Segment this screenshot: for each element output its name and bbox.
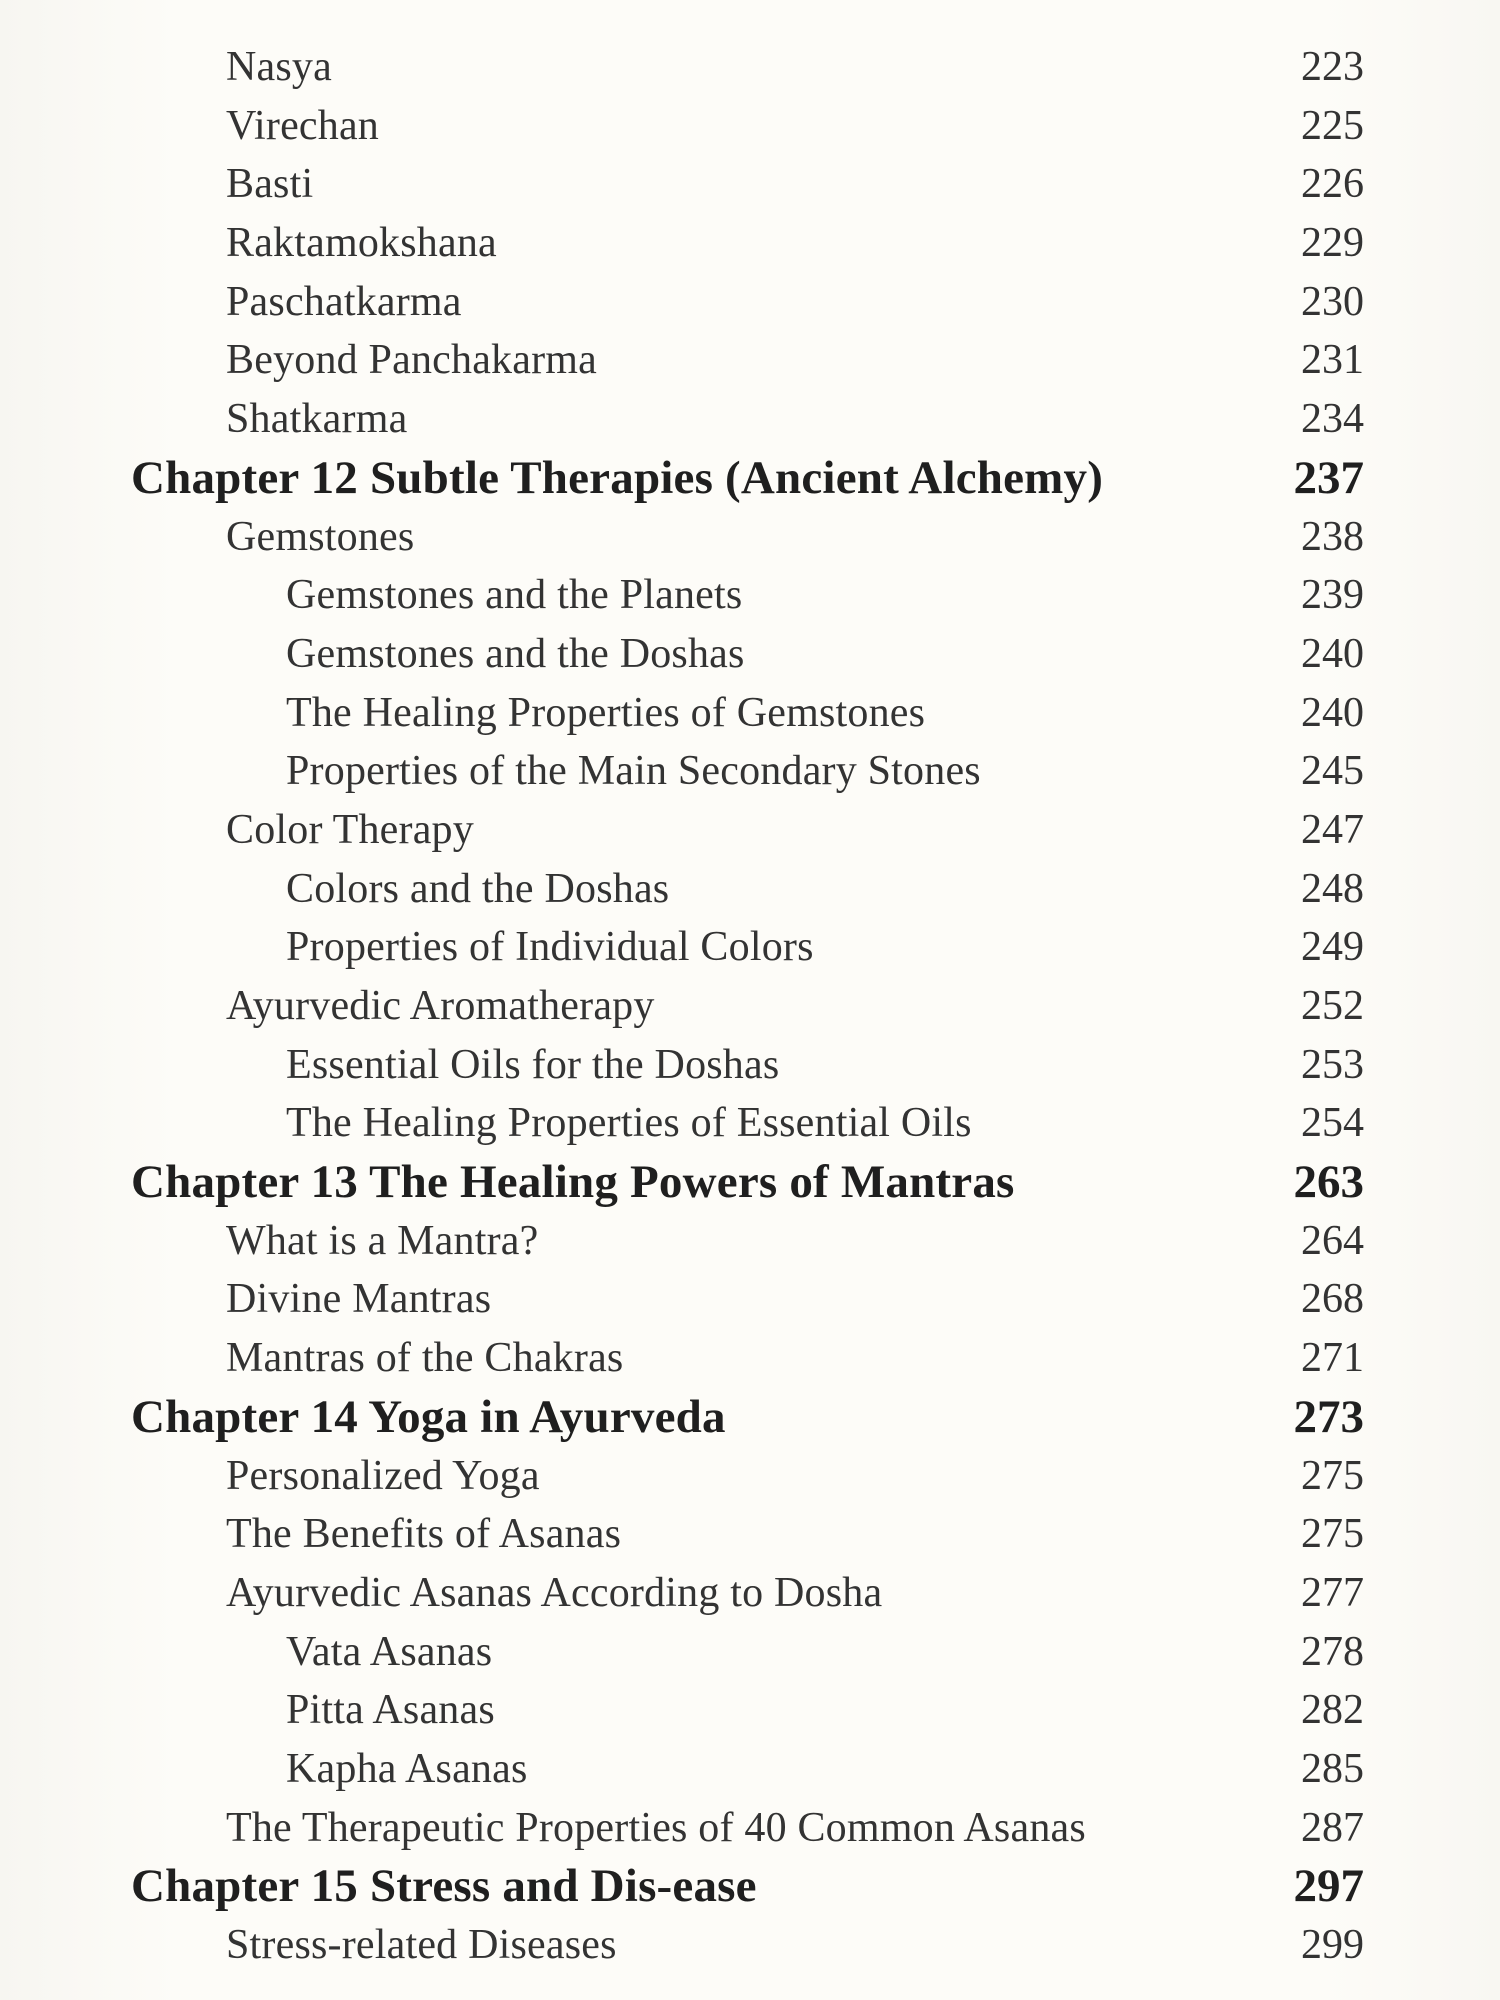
toc-section-row	[0, 977, 1500, 1036]
page-number: 278	[1301, 1628, 1364, 1675]
section-title: Kapha Asanas	[286, 1745, 528, 1792]
section-title: Raktamokshana	[226, 220, 497, 267]
section-title: Colors and the Doshas	[286, 865, 670, 912]
chapter-title: Chapter 13 The Healing Powers of Mantras	[131, 1156, 1015, 1209]
chapter-title: Chapter 14 Yoga in Ayurveda	[131, 1390, 726, 1443]
section-title: Basti	[226, 161, 314, 208]
section-title: Color Therapy	[226, 806, 474, 853]
toc-section-row	[0, 1329, 1500, 1388]
page-number: 254	[1301, 1100, 1364, 1147]
page-number: 238	[1301, 513, 1364, 560]
toc-subsection-row	[0, 684, 1500, 743]
toc-section-row	[0, 1212, 1500, 1271]
page-number: 239	[1301, 572, 1364, 619]
page-number: 245	[1301, 748, 1364, 795]
page-number: 275	[1301, 1511, 1364, 1558]
page-number: 225	[1301, 102, 1364, 149]
toc-subsection-row	[0, 742, 1500, 801]
toc-section-row	[0, 155, 1500, 214]
page-number: 230	[1301, 278, 1364, 325]
toc-section-row	[0, 38, 1500, 97]
page-number: 299	[1301, 1922, 1364, 1968]
page-number: 237	[1293, 451, 1364, 504]
page-number: 234	[1301, 396, 1364, 443]
section-title: Ayurvedic Aromatherapy	[226, 983, 655, 1029]
section-title: Stress-related Diseases	[226, 1922, 617, 1968]
toc-section-row	[0, 801, 1500, 860]
toc-section-row	[0, 214, 1500, 273]
page-number: 264	[1301, 1217, 1364, 1264]
page-number: 226	[1301, 161, 1364, 208]
page-number: 275	[1301, 1452, 1364, 1499]
section-title: The Benefits of Asanas	[226, 1511, 622, 1558]
toc-section-row	[0, 1505, 1500, 1564]
page-number: 240	[1301, 689, 1364, 736]
section-title: Gemstones	[226, 513, 415, 560]
section-title: Beyond Panchakarma	[226, 337, 597, 384]
section-title: Properties of Individual Colors	[286, 924, 814, 971]
toc-subsection-row	[0, 625, 1500, 684]
toc-subsection-row	[0, 1094, 1500, 1153]
toc-section-row	[0, 1564, 1500, 1623]
toc-section-row	[0, 1270, 1500, 1329]
toc-chapter-row	[0, 1388, 1500, 1447]
page-number: 252	[1301, 983, 1364, 1029]
toc-chapter-row	[0, 1857, 1500, 1916]
toc-section-row	[0, 1799, 1500, 1858]
section-title: Essential Oils for the Doshas	[286, 1041, 780, 1088]
page-number: 231	[1301, 337, 1364, 384]
page-number: 223	[1301, 44, 1364, 90]
section-title: Gemstones and the Doshas	[286, 630, 745, 677]
toc-chapter-row	[0, 1153, 1500, 1212]
page-number: 271	[1301, 1335, 1364, 1382]
section-title: What is a Mantra?	[226, 1217, 539, 1264]
page-number: 249	[1301, 924, 1364, 971]
page-number: 253	[1301, 1041, 1364, 1088]
section-title: Virechan	[226, 102, 379, 149]
toc-subsection-row	[0, 1681, 1500, 1740]
section-title: The Healing Properties of Essential Oils	[286, 1100, 972, 1147]
toc-subsection-row	[0, 860, 1500, 919]
page-number: 285	[1301, 1745, 1364, 1792]
section-title: Paschatkarma	[226, 278, 462, 325]
table-of-contents	[0, 38, 1500, 1975]
toc-subsection-row	[0, 918, 1500, 977]
page-number: 229	[1301, 220, 1364, 267]
section-title: Divine Mantras	[226, 1276, 492, 1323]
toc-subsection-row	[0, 1623, 1500, 1682]
section-title: Ayurvedic Asanas According to Dosha	[226, 1569, 883, 1616]
page-number: 282	[1301, 1687, 1364, 1734]
toc-chapter-row	[0, 449, 1500, 508]
page-number: 273	[1293, 1390, 1364, 1443]
toc-section-row	[0, 273, 1500, 332]
page-number: 277	[1301, 1569, 1364, 1616]
page-number: 247	[1301, 806, 1364, 853]
toc-subsection-row	[0, 1740, 1500, 1799]
toc-section-row	[0, 331, 1500, 390]
section-title: Properties of the Main Secondary Stones	[286, 748, 981, 795]
toc-section-row	[0, 1916, 1500, 1975]
toc-section-row	[0, 390, 1500, 449]
section-title: Personalized Yoga	[226, 1452, 540, 1499]
section-title: Gemstones and the Planets	[286, 572, 743, 619]
page-number: 263	[1293, 1156, 1364, 1209]
section-title: The Healing Properties of Gemstones	[286, 689, 926, 736]
section-title: Nasya	[226, 44, 332, 90]
toc-section-row	[0, 97, 1500, 156]
toc-subsection-row	[0, 1036, 1500, 1095]
page-number: 248	[1301, 865, 1364, 912]
chapter-title: Chapter 15 Stress and Dis-ease	[131, 1860, 757, 1913]
section-title: Pitta Asanas	[286, 1687, 495, 1734]
page-number: 268	[1301, 1276, 1364, 1323]
section-title: Shatkarma	[226, 396, 408, 443]
section-title: The Therapeutic Properties of 40 Common Asanas	[226, 1804, 1086, 1851]
toc-section-row	[0, 1447, 1500, 1506]
section-title: Vata Asanas	[286, 1628, 493, 1675]
page-number: 297	[1293, 1860, 1364, 1913]
page-number: 287	[1301, 1804, 1364, 1851]
toc-section-row	[0, 508, 1500, 567]
toc-subsection-row	[0, 566, 1500, 625]
page-number: 240	[1301, 630, 1364, 677]
section-title: Mantras of the Chakras	[226, 1335, 624, 1382]
chapter-title: Chapter 12 Subtle Therapies (Ancient Alchemy)	[131, 451, 1104, 504]
